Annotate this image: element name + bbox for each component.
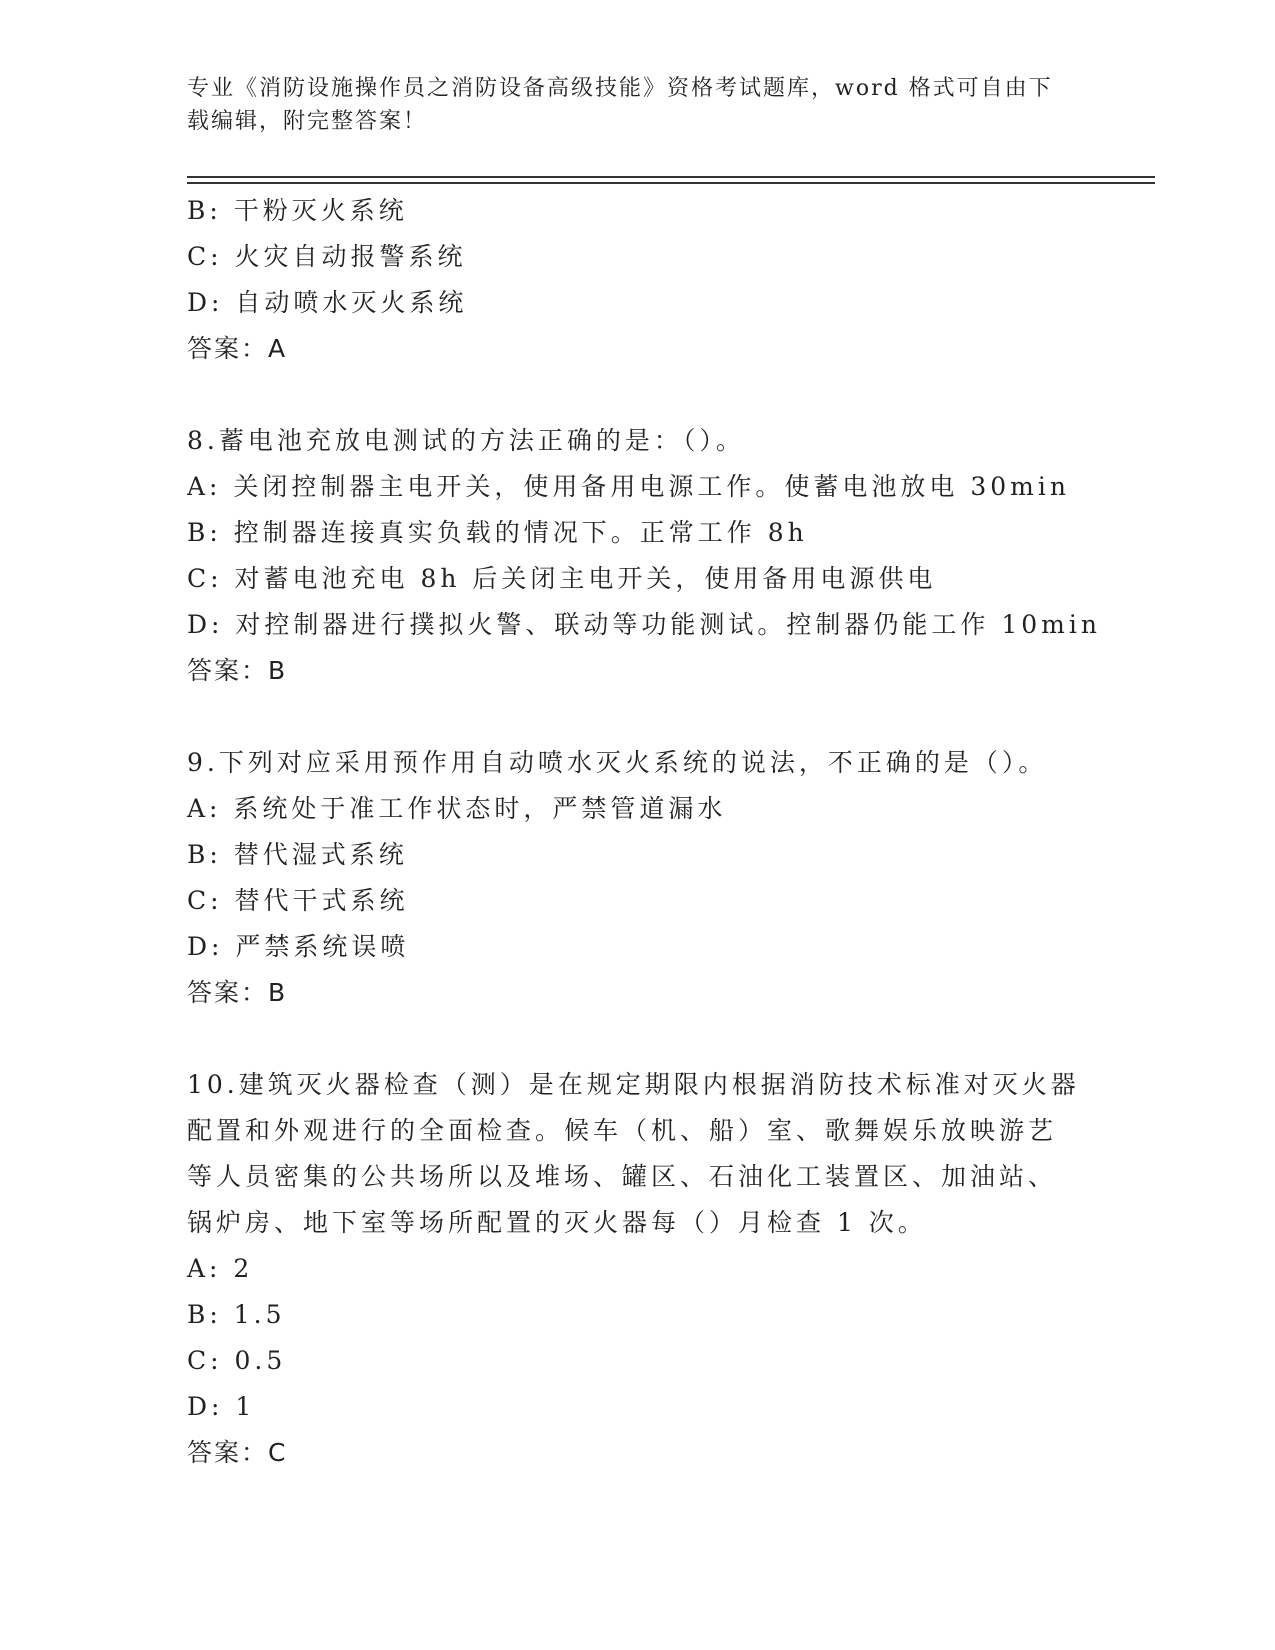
header-divider-bottom: [187, 182, 1155, 184]
question-stem-line: 锅炉房、地下室等场所配置的灭火器每（）月检查 1 次。: [187, 1208, 927, 1237]
question-7-continued: [187, 188, 1087, 372]
option-d: D: 对控制器进行撲拟火警、联动等功能测试。控制器仍能工作 10min: [187, 610, 1101, 639]
option-c: C: 对蓄电池充电 8h 后关闭主电开关，使用备用电源供电: [187, 564, 937, 593]
answer-line: 答案：B: [187, 656, 288, 685]
spacer: [187, 694, 1087, 740]
option-c: C: 替代干式系统: [187, 886, 409, 915]
question-stem-line: 配置和外观进行的全面检查。候车（机、船）室、歌舞娱乐放映游艺: [187, 1116, 1058, 1145]
option-b: B: 干粉灭火系统: [187, 196, 408, 225]
option-d: D: 严禁系统误喷: [187, 932, 410, 961]
header-line-2: 载编辑，附完整答案！: [187, 109, 428, 134]
option-c: C: 0.5: [187, 1346, 287, 1375]
option-d: D: 1: [187, 1392, 256, 1421]
option-b: B: 替代湿式系统: [187, 840, 408, 869]
question-stem: 9.下列对应采用预作用自动喷水灭火系统的说法，不正确的是（）。: [187, 748, 1048, 777]
spacer: [187, 1016, 1087, 1062]
question-9: [187, 740, 1087, 1016]
option-a: A: 关闭控制器主电开关，使用备用电源工作。使蓄电池放电 30min: [187, 472, 1070, 501]
question-stem: 8.蓄电池充放电测试的方法正确的是：（）。: [187, 426, 745, 455]
answer-line: 答案：C: [187, 1438, 288, 1467]
option-d: D: 自动喷水灭火系统: [187, 288, 468, 317]
answer-line: 答案：A: [187, 334, 288, 363]
option-b: B: 1.5: [187, 1300, 286, 1329]
option-a: A: 2: [187, 1254, 254, 1283]
question-8: [187, 418, 1101, 694]
option-a: A: 系统处于准工作状态时，严禁管道漏水: [187, 794, 727, 823]
spacer: [187, 372, 1087, 418]
header-line-1: 专业《消防设施操作员之消防设备高级技能》资格考试题库，word 格式可自由下: [187, 76, 1053, 101]
document-header: [187, 72, 1087, 138]
answer-line: 答案：B: [187, 978, 288, 1007]
question-list: [187, 188, 1101, 1476]
header-divider-top: [187, 176, 1155, 178]
question-stem-line: 等人员密集的公共场所以及堆场、罐区、石油化工装置区、加油站、: [187, 1162, 1058, 1191]
option-b: B: 控制器连接真实负载的情况下。正常工作 8h: [187, 518, 808, 547]
question-stem-line: 10.建筑灭火器检查（测）是在规定期限内根据消防技术标准对灭火器: [187, 1070, 1080, 1099]
question-10: [187, 1062, 1087, 1476]
option-c: C: 火灾自动报警系统: [187, 242, 467, 271]
